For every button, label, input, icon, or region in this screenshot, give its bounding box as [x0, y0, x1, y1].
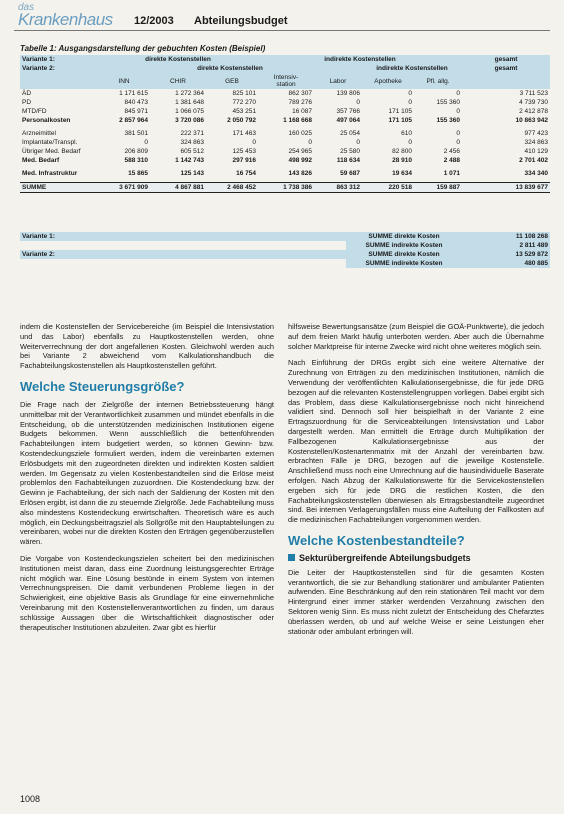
table-cell: 0 [252, 139, 256, 146]
table-row [20, 156, 550, 165]
subsection-heading-text: Sekturübergreifende Abteilungsbudgets [299, 552, 471, 563]
table-row [20, 138, 550, 147]
row-label: PD [22, 99, 32, 106]
summary-variant-label [20, 241, 150, 250]
table-cell: 610 [401, 130, 412, 137]
summary-spacer [150, 259, 346, 268]
table-cell: 0 [308, 139, 312, 146]
table-cell: 410 129 [524, 148, 549, 155]
table-cell: 0 [408, 99, 412, 106]
col-header: Labor [314, 73, 362, 89]
table-cell: 159 887 [414, 183, 462, 193]
table-cell: 324 863 [524, 139, 549, 146]
table-cell: 1 071 [443, 170, 461, 177]
table-cell: 13 839 677 [462, 183, 550, 193]
variant1-total: gesamt [462, 55, 550, 64]
table-cell: 1 142 743 [175, 157, 204, 164]
table-cell: 498 992 [288, 157, 312, 164]
table-cell: 0 [356, 99, 360, 106]
table-cell: 2 456 [443, 148, 461, 155]
table-cell: 1 066 075 [175, 108, 204, 115]
row-label: Med. Bedarf [22, 157, 60, 164]
variant2-indirect: indirekte Kostenstellen [362, 64, 462, 73]
row-label: Implantate/Transpl. [22, 139, 78, 146]
table-cell: 605 512 [180, 148, 204, 155]
table-cell: 2 701 402 [519, 157, 549, 164]
table-cell: 324 863 [180, 139, 204, 146]
table-row [20, 129, 550, 138]
left-column [20, 322, 274, 639]
summary-row [20, 250, 550, 259]
table-cell: 0 [456, 90, 461, 97]
summary-spacer [150, 232, 346, 241]
table-cell: 2 050 792 [227, 117, 256, 124]
table-cell: 497 064 [336, 117, 360, 124]
row-label: ÄD [22, 90, 32, 97]
page-number: 1008 [20, 794, 41, 804]
table-row [20, 183, 550, 193]
variant1-indirect: indirekte Kostenstellen [258, 55, 462, 64]
col-header: Intensiv- station [258, 73, 314, 89]
summary-value: 11 108 268 [462, 232, 550, 241]
table-cell: 171 463 [232, 130, 256, 137]
table-row [20, 89, 550, 98]
summary-row [20, 259, 550, 268]
table-row [20, 169, 550, 178]
paragraph: Die Leiter der Hauptkostenstellen sind für die gesamten Kosten verantwortlich, die sie zur Behandlung stationärer und ambulanter Patienten aufwenden. Eine Beschränkung auf den rein stationären Teil macht vor dem Hintergrund einer immer stärker werdenden Verzahnung zwischen den Sektoren wenig Sinn. Es muss nicht zuletzt der Entscheidung des Chefarztes überlassen werden, ob und auf welche Weise er seine Leistungen eher stationär oder ambulant erbringen will. [288, 567, 544, 636]
table-cell: 3 720 086 [175, 117, 204, 124]
page-header [14, 2, 550, 31]
table-cell: 2 857 964 [119, 117, 148, 124]
table-cell: 453 251 [232, 108, 256, 115]
summary-table [20, 232, 550, 268]
table-cell: 840 473 [124, 99, 148, 106]
summary-label: SUMME indirekte Kosten [346, 241, 462, 250]
right-column [288, 322, 544, 643]
table-cell: 16 087 [292, 108, 312, 115]
table-cell: 222 371 [180, 130, 204, 137]
table-cell: 0 [456, 108, 461, 115]
row-label: Personalkosten [22, 117, 71, 124]
section-heading: Welche Steuerungsgröße? [20, 378, 185, 394]
table-cell: 0 [356, 139, 360, 146]
variant2-total: gesamt [462, 64, 550, 73]
table-cell: 15 865 [128, 170, 148, 177]
magazine-logo: Krankenhaus [18, 10, 113, 29]
summary-value: 480 885 [462, 259, 550, 268]
paragraph: Die Vorgabe von Kostendeckungszielen scheitert bei den medizinischen Institutionen meist daran, dass eine Zuordnung leistungsgerechter Erträge nicht möglich war. Eine Lösung bestünde in einem System von internen Verrechnungspreisen. Die damit verbundenen Probleme liegen in der Schwierigkeit, eine objektive Basis als Grundlage für eine einvernehmliche Vereinbarung mit den Kostenstellenverantwortlichen zu finden, um daraus schlüssige Aussagen über die Wirtschaftlichkeit diagnostischer oder therapeutischer Institutionen abzuleiten. Zwar gibt es hierfür [20, 553, 274, 632]
table-cell: 862 307 [288, 90, 312, 97]
summary-spacer [150, 250, 346, 259]
table-cell: 155 360 [436, 117, 461, 124]
square-bullet-icon [288, 554, 295, 561]
table-cell: 2 412 878 [519, 108, 549, 115]
row-label: MTD/FD [22, 108, 47, 115]
table-cell: 4 867 881 [150, 183, 206, 193]
table-cell: 334 340 [524, 170, 549, 177]
table-cell: 171 105 [388, 108, 412, 115]
table-cell: 845 971 [124, 108, 148, 115]
table-cell: 28 910 [392, 157, 412, 164]
summary-value: 2 811 489 [462, 241, 550, 250]
paragraph: Nach Einführung der DRGs ergibt sich eine weitere Alternative der Zurechnung von Erträgen zu den medizinischen Institutionen, nämlich die Verwendung der veröffentlichten Kalkulationsergebnisse, die für jede DRG bezogen auf die relevanten Kostenstellengruppen vorliegen. Dabei ergibt sich das Problem, dass diese Kalkulationsergebnisse noch nicht hinreichend validiert sind. Dennoch soll hier beispielhaft in der Variante 2 eine Ertragszuordnung für die Serviceabteilungen Intensivstation und Labor dargestellt werden. Man ermittelt die Erträge durch Multiplikation der Fallbezogenen Kalkulationsergebnisse aus der Kostenstellen/Kostenartenmatrix mit der Anzahl der vereinbarten bzw. erbrachten Fälle je DRG, bezogen auf die jeweilige Kostenstelle. Anschließend muss noch eine Umrechnung auf die hausindividuelle Baserate erfolgen. Nach Abzug der Kalkulationswerte für die Servicekostenstellen ergeben sich für jede DRG die restlichen Kosten, die den Fachabteilungskostenstellen überwiesen als Ertragsbestandteile zugeordnet sind. Bei internen Verlagerungsfällen muss eine Aufteilung der Fallkosten auf die medizinischen Fachabteilungen vorgenommen werden. [288, 358, 544, 525]
table-cell: 3 671 909 [98, 183, 150, 193]
table-cell: 1 272 364 [175, 90, 204, 97]
issue-number: 12/2003 [134, 15, 174, 27]
table-cell: 0 [408, 139, 412, 146]
row-label: Med. Infrastruktur [22, 170, 78, 177]
cost-table [20, 55, 550, 193]
table-caption: Tabelle 1: Ausgangsdarstellung der gebuchten Kosten (Beispiel) [20, 44, 266, 53]
col-header: Apotheke [362, 73, 414, 89]
table-cell: 220 518 [362, 183, 414, 193]
table-cell: 0 [408, 90, 412, 97]
table-cell: 3 711 523 [519, 90, 549, 97]
col-header [462, 73, 550, 89]
paragraph: hilfsweise Bewertungsansätze (zum Beispiel die GOÄ-Punktwerte), die jedoch auf dem freien Markt häufig unterboten werden. Aber auch die Übernahme solcher Marktpreise für interne Zwecke wird nicht ohne weiteres möglich sein. [288, 322, 544, 351]
table-cell: 143 826 [288, 170, 312, 177]
summary-row [20, 232, 550, 241]
table-cell: 10 863 942 [515, 117, 549, 124]
col-header: Pfl. allg. [414, 73, 462, 89]
table-row [20, 107, 550, 116]
summary-variant-label [20, 259, 150, 268]
variant2-header-row [20, 64, 550, 73]
magazine-logo-small: das [18, 2, 35, 13]
summary-label: SUMME direkte Kosten [346, 250, 462, 259]
col-header: INN [98, 73, 150, 89]
table-cell: 118 634 [336, 157, 360, 164]
table-cell: 789 276 [288, 99, 312, 106]
table-cell: 0 [144, 139, 148, 146]
table-cell: 254 965 [288, 148, 312, 155]
table-cell: 25 054 [340, 130, 360, 137]
column-header-row [20, 73, 550, 89]
summary-variant-label: Variante 2: [20, 250, 150, 259]
table-cell: 0 [456, 130, 461, 137]
table-cell: 125 453 [232, 148, 256, 155]
row-label: Arzneimittel [22, 130, 56, 137]
table-cell: 2 488 [443, 157, 461, 164]
table-cell: 863 312 [314, 183, 362, 193]
summary-label: SUMME direkte Kosten [346, 232, 462, 241]
table-cell: 772 270 [232, 99, 256, 106]
table-cell: 160 025 [288, 130, 312, 137]
table-cell: 155 360 [436, 99, 461, 106]
table-cell: 2 468 452 [206, 183, 258, 193]
table-row [20, 147, 550, 156]
table-cell: 206 809 [124, 148, 148, 155]
summary-row [20, 241, 550, 250]
corner-cell [20, 73, 98, 89]
row-label: SUMME [20, 183, 98, 193]
variant2-direct: direkte Kostenstellen [98, 64, 362, 73]
table-cell: 125 143 [180, 170, 204, 177]
summary-spacer [150, 241, 346, 250]
summary-variant-label: Variante 1: [20, 232, 150, 241]
table-cell: 1 381 648 [175, 99, 204, 106]
table-cell: 357 766 [336, 108, 360, 115]
table-cell: 16 754 [236, 170, 256, 177]
col-header: CHIR [150, 73, 206, 89]
table-cell: 139 806 [336, 90, 360, 97]
table-cell: 4 739 730 [519, 99, 549, 106]
variant1-label: Variante 1: [20, 55, 98, 64]
table-cell: 297 916 [232, 157, 256, 164]
section-heading: Welche Kostenbestandteile? [288, 532, 465, 548]
section-title: Abteilungsbudget [194, 15, 288, 27]
subsection-heading [288, 554, 544, 564]
table-cell: 25 580 [340, 148, 360, 155]
paragraph: indem die Kostenstellen der Servicebereiche (im Beispiel die Intensivstation und das Labor) ebenfalls zu Hauptkostenstellen werden, ohne Weiterverrechnung der dort angefallenen Kosten. Gleichwohl werden auch bei Variante 2 abweichend vom Kalkulationshandbuch die Fachabteilungskostenstellen als Hauptkostenstellen geführt. [20, 322, 274, 371]
summary-value: 13 529 872 [462, 250, 550, 259]
table-cell: 825 101 [232, 90, 256, 97]
table-row [20, 98, 550, 107]
table-row [20, 116, 550, 125]
table-cell: 59 687 [340, 170, 360, 177]
variant2-label: Variante 2: [20, 64, 98, 73]
variant1-direct: direkte Kostenstellen [98, 55, 258, 64]
table-cell: 1 171 615 [119, 90, 148, 97]
table-cell: 1 738 386 [258, 183, 314, 193]
table-cell: 19 634 [392, 170, 412, 177]
table-cell: 1 168 668 [283, 117, 312, 124]
table-cell: 977 423 [524, 130, 549, 137]
table-cell: 171 105 [388, 117, 412, 124]
table-cell: 0 [456, 139, 461, 146]
summary-label: SUMME indirekte Kosten [346, 259, 462, 268]
paragraph: Die Frage nach der Zielgröße der internen Betriebssteuerung hängt unmittelbar mit der Verantwortlichkeit zusammen und mündet ebenfalls in die Entscheidung, ob die unterstützenden medizinischen Institutionen eigene Budgets bekommen. Wenn ausschließlich die bettenführenden Fachabteilungen intern budgetiert werden, so können Gewinn- bzw. Kostendeckungsziele formuliert werden, indem die vereinbarten externen Erlösbudgets mit den zugeordneten direkten und indirekten Kosten saldiert werden. Im Gegensatz zu vielen Kostenbestandteilen sind die Erlöse meist problemlos den Fachabteilungen zuzuordnen. Die Kostendeckung bzw. der Gewinn je Fachabteilung, der sich nach der Saldierung der Kosten mit den Erlösen ergibt, ist dann die zu steuernde Zielgröße. Jede Fachabteilung muss also mindestens Kostendeckung erwirtschaften. Theoretisch wäre es auch möglich, ein Deckungsbeitragsziel als Sollgröße mit den Hauptabteilungen zu vereinbaren, wobei nur die direkten Kosten den Erträgen gegenüberzustellen wären. [20, 399, 274, 547]
col-header: GEB [206, 73, 258, 89]
table-cell: 588 310 [124, 157, 148, 164]
table-cell: 82 800 [392, 148, 412, 155]
table-cell: 381 501 [124, 130, 148, 137]
row-label: Übriger Med. Bedarf [22, 148, 81, 155]
variant1-header-row [20, 55, 550, 64]
